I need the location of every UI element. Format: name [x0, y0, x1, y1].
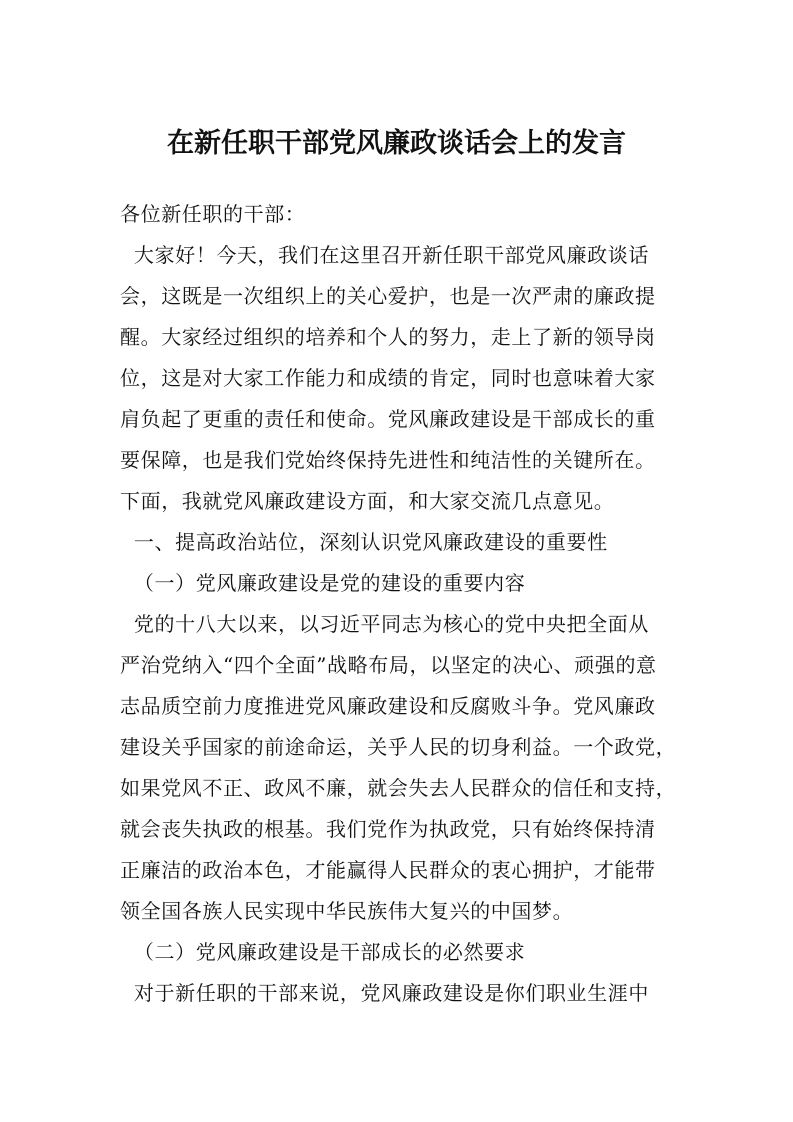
- speech-body: [120, 235, 676, 1014]
- body-line: 位，这是对大家工作能力和成绩的肯定，同时也意味着大家: [120, 366, 656, 390]
- body-line: 志品质空前力度推进党风廉政建设和反腐败斗争。党风廉政: [120, 694, 656, 718]
- body-line: 党的十八大以来，以习近平同志为核心的党中央把全面从: [120, 612, 649, 636]
- body-line: 如果党风不正、政风不廉，就会失去人民群众的信任和支持，: [120, 776, 676, 800]
- body-line: 要保障，也是我们党始终保持先进性和纯洁性的关键所在。: [120, 448, 656, 472]
- body-line: 醒。大家经过组织的培养和个人的努力，走上了新的领导岗: [120, 325, 656, 349]
- body-line: 就会丧失执政的根基。我们党作为执政党，只有始终保持清: [120, 817, 656, 841]
- body-line: 领全国各族人民实现中华民族伟大复兴的中国梦。: [120, 899, 574, 923]
- body-line: 下面，我就党风廉政建设方面，和大家交流几点意见。: [120, 489, 615, 513]
- salutation-line: 各位新任职的干部：: [120, 202, 306, 226]
- page-title: 在新任职干部党风廉政谈话会上的发言: [167, 128, 626, 159]
- section-heading: 一、提高政治站位，深刻认识党风廉政建设的重要性: [120, 530, 608, 554]
- subsection-heading: （二）党风廉政建设是干部成长的必然要求: [120, 940, 526, 964]
- body-line: 对于新任职的干部来说，党风廉政建设是你们职业生涯中: [120, 981, 649, 1005]
- body-line: 建设关乎国家的前途命运，关乎人民的切身利益。一个政党，: [120, 735, 676, 759]
- body-line: 肩负起了更重的责任和使命。党风廉政建设是干部成长的重: [120, 407, 656, 431]
- salutation-block: [120, 194, 676, 235]
- body-line: 大家好！今天，我们在这里召开新任职干部党风廉政谈话: [120, 243, 649, 267]
- body-line: 严治党纳入“四个全面”战略布局，以坚定的决心、顽强的意: [120, 653, 657, 677]
- subsection-heading: （一）党风廉政建设是党的建设的重要内容: [120, 571, 526, 595]
- body-line: 会，这既是一次组织上的关心爱护，也是一次严肃的廉政提: [120, 284, 656, 308]
- body-line: 正廉洁的政治本色，才能赢得人民群众的衷心拥护，才能带: [120, 858, 656, 882]
